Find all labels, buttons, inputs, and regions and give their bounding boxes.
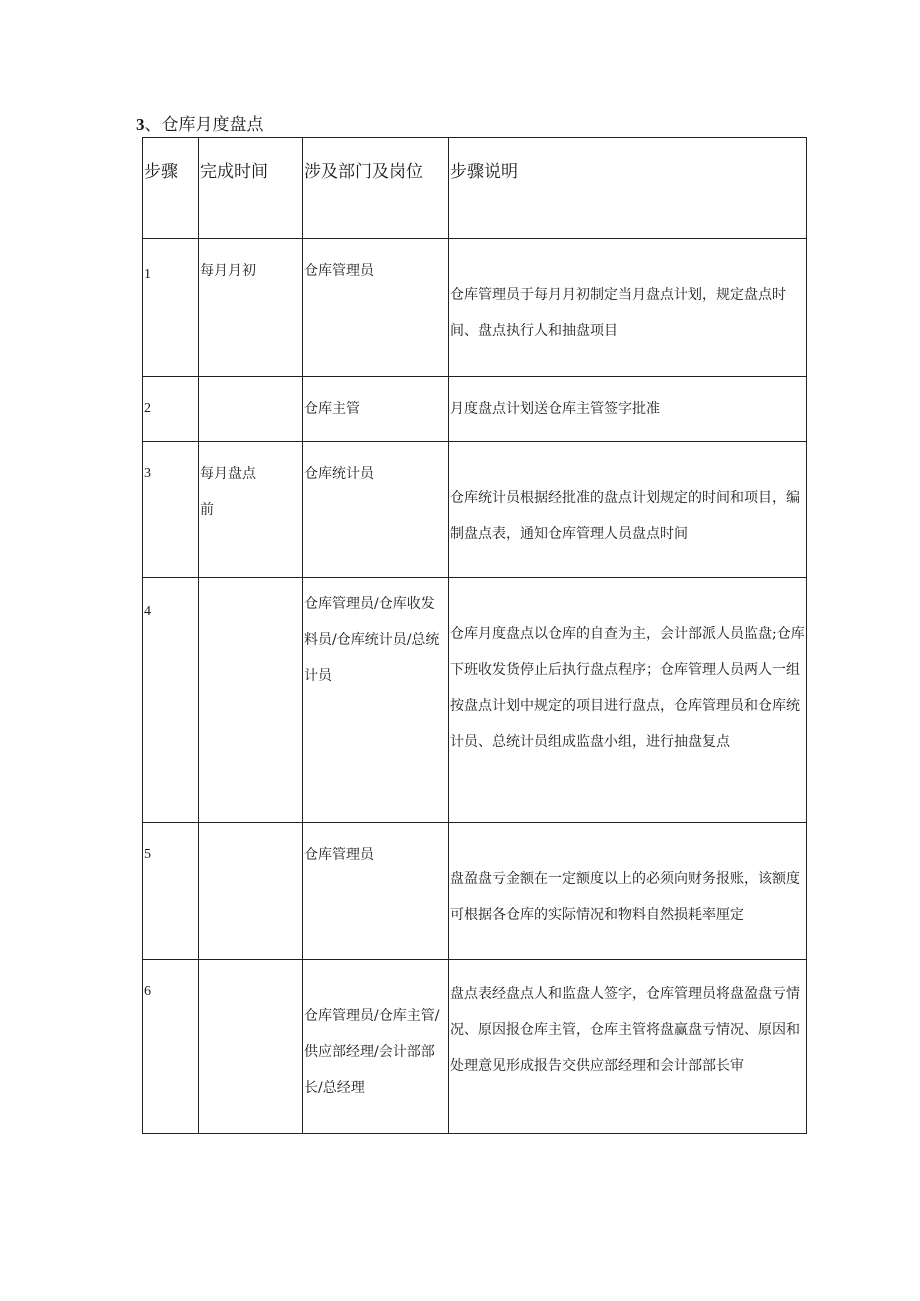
table-row [143,960,807,1134]
table-row [143,823,807,960]
header-cell-dept: 涉及部门及岗位 [303,138,449,239]
header-cell-desc: 步骤说明 [449,138,807,239]
desc-cell: 盘点表经盘点人和监盘人签字，仓库管理员将盘盈盘亏情况、原因报仓库主管，仓库主管将盘赢盘亏情况、原因和处理意见形成报告交供应部经理和会计部部长审 [449,960,807,1134]
section-separator: 、 [144,115,162,135]
step-cell: 4 [143,578,199,823]
step-cell: 2 [143,377,199,442]
dept-cell: 仓库管理员 [303,239,449,377]
time-cell: 每月月初 [199,239,303,377]
table-row [143,239,807,377]
dept-cell: 仓库统计员 [303,442,449,578]
step-cell: 5 [143,823,199,960]
step-cell: 1 [143,239,199,377]
table-header-row [143,138,807,239]
time-cell [199,823,303,960]
desc-cell: 仓库月度盘点以仓库的自查为主，会计部派人员监盘;仓库下班收发货停止后执行盘点程序；仓库管理人员两人一组按盘点计划中规定的项目进行盘点，仓库管理员和仓库统计员、总统计员组成监盘小组，进行抽盘复点 [449,578,807,823]
desc-cell: 盘盈盘亏金额在一定额度以上的必须向财务报账，该额度可根据各仓库的实际情况和物料自然损耗率厘定 [449,823,807,960]
table-row [143,578,807,823]
time-cell [199,960,303,1134]
desc-cell: 仓库统计员根据经批准的盘点计划规定的时间和项目，编制盘点表，通知仓库管理人员盘点时间 [449,442,807,578]
section-number: 3 [136,115,145,134]
step-cell: 3 [143,442,199,578]
dept-cell: 仓库管理员 [303,823,449,960]
table-row [143,377,807,442]
dept-cell: 仓库管理员/仓库收发料员/仓库统计员/总统计员 [303,578,449,823]
section-title: 仓库月度盘点 [161,115,264,135]
inventory-steps-table [142,137,807,1134]
desc-cell: 月度盘点计划送仓库主管签字批准 [449,377,807,442]
desc-cell: 仓库管理员于每月月初制定当月盘点计划，规定盘点时间、盘点执行人和抽盘项目 [449,239,807,377]
step-cell: 6 [143,960,199,1134]
time-cell [199,377,303,442]
header-cell-step: 步骤 [143,138,199,239]
time-cell: 每月盘点前 [199,442,303,578]
time-cell [199,578,303,823]
section-heading [136,114,264,136]
header-cell-time: 完成时间 [199,138,303,239]
dept-cell: 仓库管理员/仓库主管/供应部经理/会计部部长/总经理 [303,960,449,1134]
dept-cell: 仓库主管 [303,377,449,442]
table-row [143,442,807,578]
